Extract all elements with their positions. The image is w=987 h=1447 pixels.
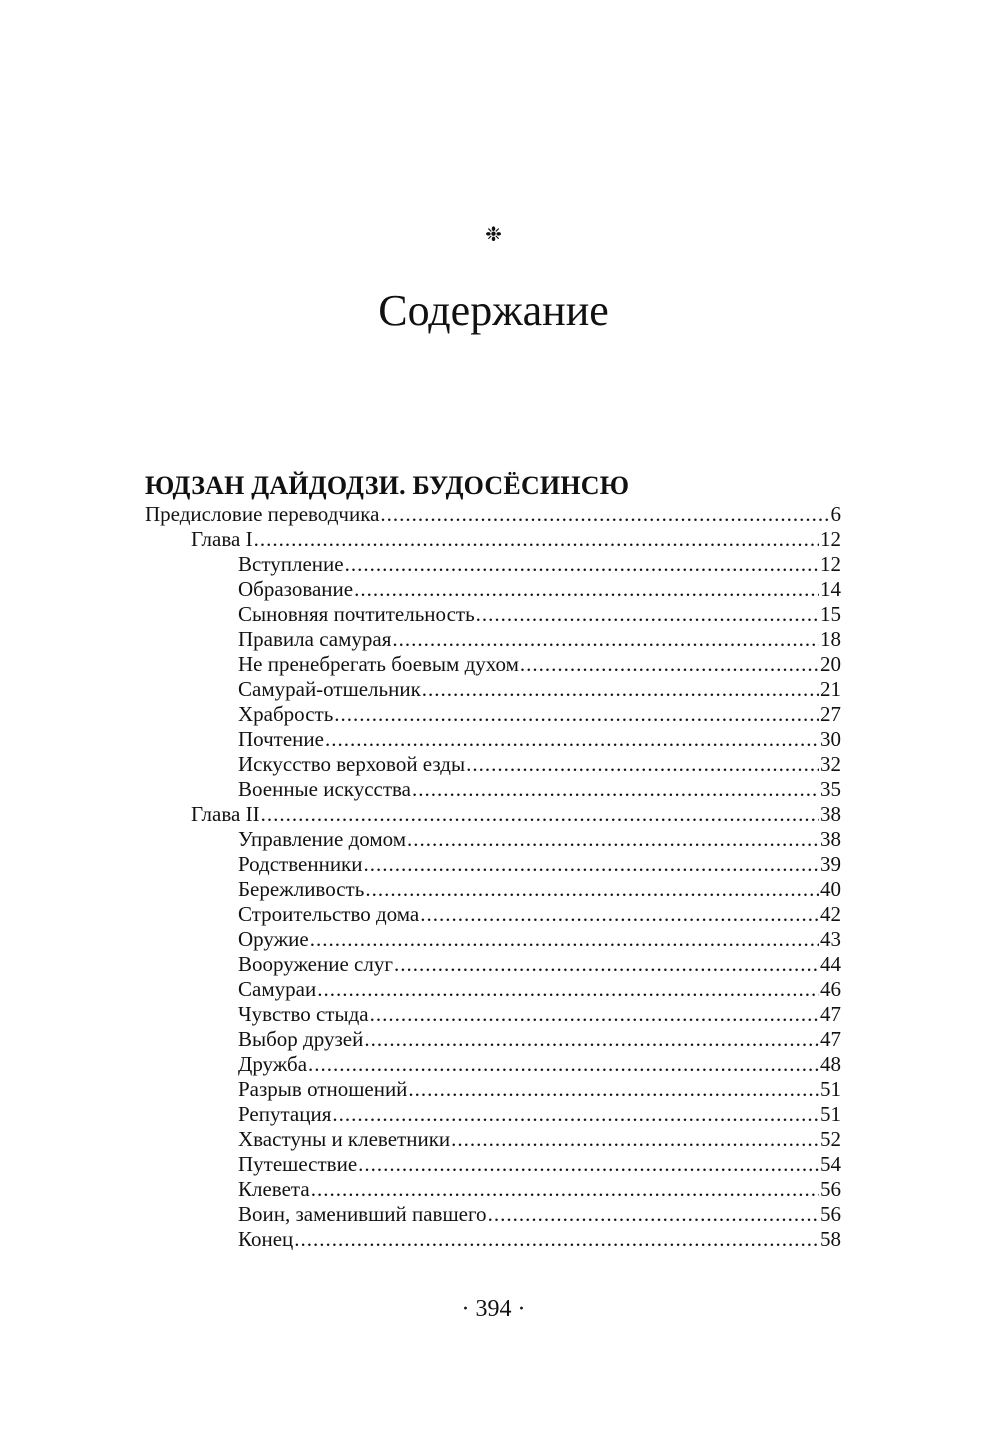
dot-leader bbox=[370, 1002, 819, 1027]
toc-subentry[interactable] bbox=[145, 777, 841, 802]
dot-leader bbox=[332, 1102, 819, 1127]
toc-entry-page: 27 bbox=[820, 702, 841, 726]
toc-entry-label: Храбрость bbox=[238, 702, 334, 726]
toc-entry-label: Глава II bbox=[191, 802, 260, 826]
toc-entry-page: 32 bbox=[820, 752, 841, 776]
dot-leader bbox=[311, 1177, 819, 1202]
toc-subentry[interactable] bbox=[145, 627, 841, 652]
toc-subentry[interactable] bbox=[145, 1152, 841, 1177]
dot-leader bbox=[308, 1052, 819, 1077]
toc-entry-label: Правила самурая bbox=[238, 627, 392, 651]
toc-entry-page: 14 bbox=[820, 577, 841, 601]
toc-entry-page: 15 bbox=[820, 602, 841, 626]
toc-entry-page: 42 bbox=[820, 902, 841, 926]
toc-subentry[interactable] bbox=[145, 702, 841, 727]
toc-entry-page: 12 bbox=[820, 552, 841, 576]
toc-entry-label: Глава I bbox=[191, 527, 253, 551]
dot-leader bbox=[476, 602, 819, 627]
dot-leader bbox=[354, 577, 819, 602]
toc-entry-page: 46 bbox=[820, 977, 841, 1001]
dot-leader bbox=[364, 1027, 819, 1052]
toc-subentry[interactable] bbox=[145, 1127, 841, 1152]
toc-subentry[interactable] bbox=[145, 602, 841, 627]
toc-entry-label: Искусство верховой езды bbox=[238, 752, 466, 776]
toc-entry-label: Почтение bbox=[238, 727, 324, 751]
page-number: · 394 · bbox=[461, 1296, 526, 1322]
toc-subentry[interactable] bbox=[145, 852, 841, 877]
floral-ornament-icon: ❉ bbox=[485, 222, 502, 246]
dot-leader bbox=[380, 502, 829, 527]
toc-entry-page: 21 bbox=[820, 677, 841, 701]
toc-entry-page: 40 bbox=[820, 877, 841, 901]
toc-entry-page: 20 bbox=[820, 652, 841, 676]
dot-leader bbox=[412, 777, 819, 802]
toc-entry-label: Военные искусства bbox=[238, 777, 411, 801]
toc-entry-page: 6 bbox=[830, 502, 841, 526]
toc-subentry[interactable] bbox=[145, 927, 841, 952]
toc-entry-label: Сыновняя почтительность bbox=[238, 602, 475, 626]
toc-entry-label: Не пренебрегать боевым духом bbox=[238, 652, 519, 676]
toc-entry-label: Конец bbox=[238, 1227, 294, 1251]
dot-leader bbox=[520, 652, 819, 677]
toc-subentry[interactable] bbox=[145, 577, 841, 602]
toc-entry-page: 12 bbox=[820, 527, 841, 551]
dot-leader bbox=[364, 852, 819, 877]
dot-leader bbox=[407, 827, 819, 852]
toc-subentry[interactable] bbox=[145, 902, 841, 927]
toc-subentry[interactable] bbox=[145, 1177, 841, 1202]
toc-entry-page: 51 bbox=[820, 1077, 841, 1101]
toc-subentry[interactable] bbox=[145, 727, 841, 752]
toc-entry-page: 38 bbox=[820, 827, 841, 851]
dot-leader bbox=[334, 702, 819, 727]
toc-subentry[interactable] bbox=[145, 1052, 841, 1077]
dot-leader bbox=[422, 677, 819, 702]
toc-entry-label: Дружба bbox=[238, 1052, 308, 1076]
toc-subentry[interactable] bbox=[145, 952, 841, 977]
toc-entry-label: Бережливость bbox=[238, 877, 365, 901]
dot-leader bbox=[408, 1077, 819, 1102]
table-of-contents bbox=[145, 470, 841, 1252]
toc-entry-label: Вооружение слуг bbox=[238, 952, 393, 976]
toc-list bbox=[145, 502, 841, 1252]
toc-entry-label: Строительство дома bbox=[238, 902, 420, 926]
dot-leader bbox=[420, 902, 819, 927]
dot-leader bbox=[392, 627, 819, 652]
toc-entry-page: 48 bbox=[820, 1052, 841, 1076]
toc-entry-label: Самурай-отшельник bbox=[238, 677, 421, 701]
toc-entry-page: 47 bbox=[820, 1002, 841, 1026]
toc-subentry[interactable] bbox=[145, 552, 841, 577]
toc-subentry[interactable] bbox=[145, 877, 841, 902]
page-title: Содержание bbox=[378, 286, 609, 335]
toc-entry-page: 58 bbox=[820, 1227, 841, 1251]
toc-entry-label: Воин, заменивший павшего bbox=[238, 1202, 487, 1226]
toc-entry-page: 44 bbox=[820, 952, 841, 976]
toc-subentry[interactable] bbox=[145, 1202, 841, 1227]
toc-entry-page: 43 bbox=[820, 927, 841, 951]
toc-entry-label: Путешествие bbox=[238, 1152, 358, 1176]
toc-subentry[interactable] bbox=[145, 1077, 841, 1102]
toc-entry-label: Клевета bbox=[238, 1177, 310, 1201]
toc-entry-label: Репутация bbox=[238, 1102, 332, 1126]
toc-subentry[interactable] bbox=[145, 652, 841, 677]
toc-entry-page: 35 bbox=[820, 777, 841, 801]
toc-entry-page: 18 bbox=[820, 627, 841, 651]
toc-subentry[interactable] bbox=[145, 1102, 841, 1127]
dot-leader bbox=[261, 802, 819, 827]
toc-entry-page: 54 bbox=[820, 1152, 841, 1176]
toc-entry-page: 56 bbox=[820, 1177, 841, 1201]
dot-leader bbox=[294, 1227, 819, 1252]
toc-subentry[interactable] bbox=[145, 752, 841, 777]
toc-entry-page: 47 bbox=[820, 1027, 841, 1051]
toc-entry-page: 56 bbox=[820, 1202, 841, 1226]
dot-leader bbox=[345, 552, 819, 577]
dot-leader bbox=[325, 727, 819, 752]
dot-leader bbox=[310, 927, 819, 952]
dot-leader bbox=[488, 1202, 819, 1227]
toc-entry-label: Предисловие переводчика bbox=[145, 502, 380, 526]
toc-entry-label: Оружие bbox=[238, 927, 309, 951]
toc-entry-label: Вступление bbox=[238, 552, 344, 576]
toc-subentry[interactable] bbox=[145, 677, 841, 702]
toc-chapter[interactable] bbox=[145, 802, 841, 827]
section-heading: ЮДЗАН ДАЙДОДЗИ. БУДОСЁСИНСЮ bbox=[145, 471, 630, 500]
toc-subentry[interactable] bbox=[145, 1002, 841, 1027]
toc-entry-label: Самураи bbox=[238, 977, 317, 1001]
toc-entry-label: Управление домом bbox=[238, 827, 407, 851]
toc-entry[interactable] bbox=[145, 502, 841, 527]
toc-entry-label: Разрыв отношений bbox=[238, 1077, 408, 1101]
toc-subentry[interactable] bbox=[145, 827, 841, 852]
toc-entry-label: Выбор друзей bbox=[238, 1027, 364, 1051]
toc-chapter[interactable] bbox=[145, 527, 841, 552]
toc-entry-page: 51 bbox=[820, 1102, 841, 1126]
toc-entry-label: Хвастуны и клеветники bbox=[238, 1127, 451, 1151]
dot-leader bbox=[365, 877, 819, 902]
toc-entry-label: Чувство стыда bbox=[238, 1002, 369, 1026]
dot-leader bbox=[466, 752, 819, 777]
toc-entry-label: Родственники bbox=[238, 852, 363, 876]
dot-leader bbox=[451, 1127, 819, 1152]
dot-leader bbox=[317, 977, 819, 1002]
toc-subentry[interactable] bbox=[145, 1027, 841, 1052]
toc-entry-page: 39 bbox=[820, 852, 841, 876]
toc-entry-label: Образование bbox=[238, 577, 354, 601]
toc-subentry[interactable] bbox=[145, 977, 841, 1002]
toc-subentry[interactable] bbox=[145, 1227, 841, 1252]
toc-entry-page: 30 bbox=[820, 727, 841, 751]
dot-leader bbox=[254, 527, 819, 552]
dot-leader bbox=[394, 952, 819, 977]
toc-entry-page: 38 bbox=[820, 802, 841, 826]
toc-entry-page: 52 bbox=[820, 1127, 841, 1151]
dot-leader bbox=[358, 1152, 819, 1177]
